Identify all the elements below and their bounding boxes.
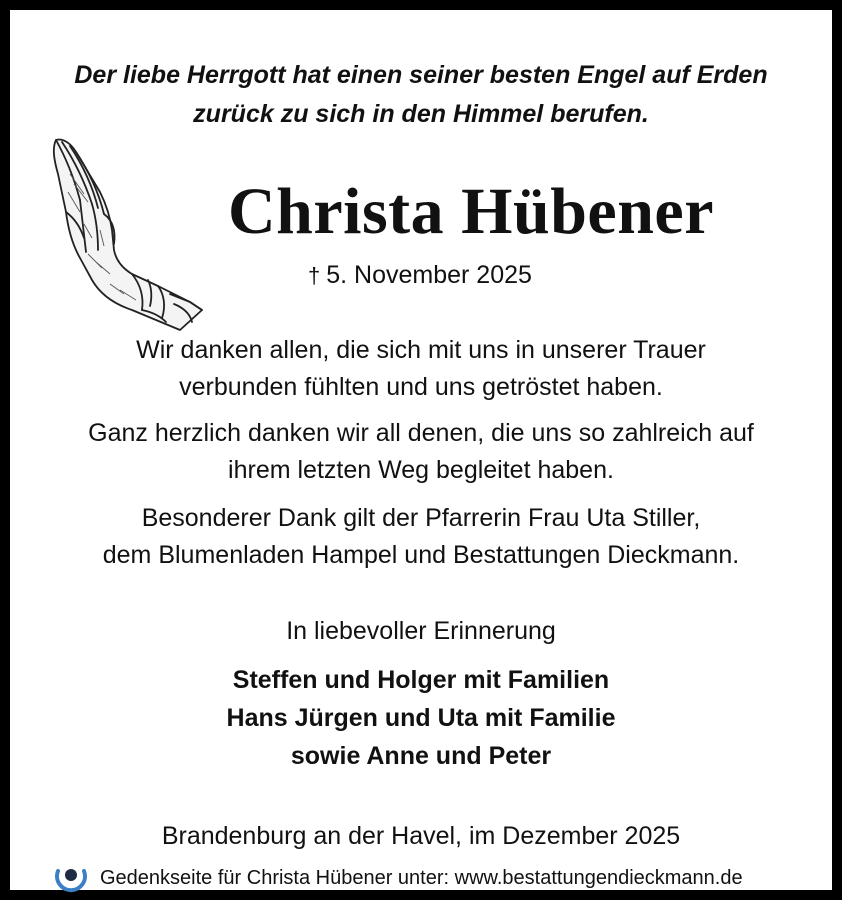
deceased-name: Christa Hübener: [228, 175, 714, 248]
family-line: Hans Jürgen und Uta mit Familie: [226, 704, 616, 732]
thanks-line: verbunden fühlten und uns getröstet haben.: [179, 373, 663, 401]
cross-icon: †: [308, 263, 321, 288]
thanks-paragraph: [10, 415, 832, 489]
remembrance-heading: In liebevoller Erinnerung: [286, 617, 556, 645]
dieckmann-logo-icon: [54, 861, 88, 895]
quote-line: Der liebe Herrgott hat einen seiner besten Engel auf Erden: [74, 61, 768, 89]
thanks-paragraph: [10, 500, 832, 574]
death-date-line: [308, 258, 532, 293]
thanks-line: ihrem letzten Weg begleitet haben.: [228, 456, 614, 484]
family-line: sowie Anne und Peter: [290, 742, 552, 770]
thanks-line: dem Blumenladen Hampel und Bestattungen Dieckmann.: [102, 541, 740, 569]
thanks-line: Ganz herzlich danken wir all denen, die uns so zahlreich auf: [88, 419, 754, 447]
family-line: Steffen und Holger mit Familien: [232, 666, 610, 694]
memorial-page-link[interactable]: Gedenkseite für Christa Hübener unter: www.bestattungendieckmann.de: [100, 867, 743, 889]
thanks-paragraph: [10, 332, 832, 406]
thanks-line: Wir danken allen, die sich mit uns in unserer Trauer: [136, 336, 706, 364]
memorial-footer: [54, 860, 743, 896]
quote-line: zurück zu sich in den Himmel berufen.: [193, 100, 649, 128]
death-date: 5. November 2025: [326, 261, 532, 289]
thanks-line: Besonderer Dank gilt der Pfarrerin Frau Uta Stiller,: [141, 504, 701, 532]
family-list: [10, 661, 832, 775]
place-date: Brandenburg an der Havel, im Dezember 2025: [161, 822, 681, 850]
opening-quote: [10, 56, 832, 134]
